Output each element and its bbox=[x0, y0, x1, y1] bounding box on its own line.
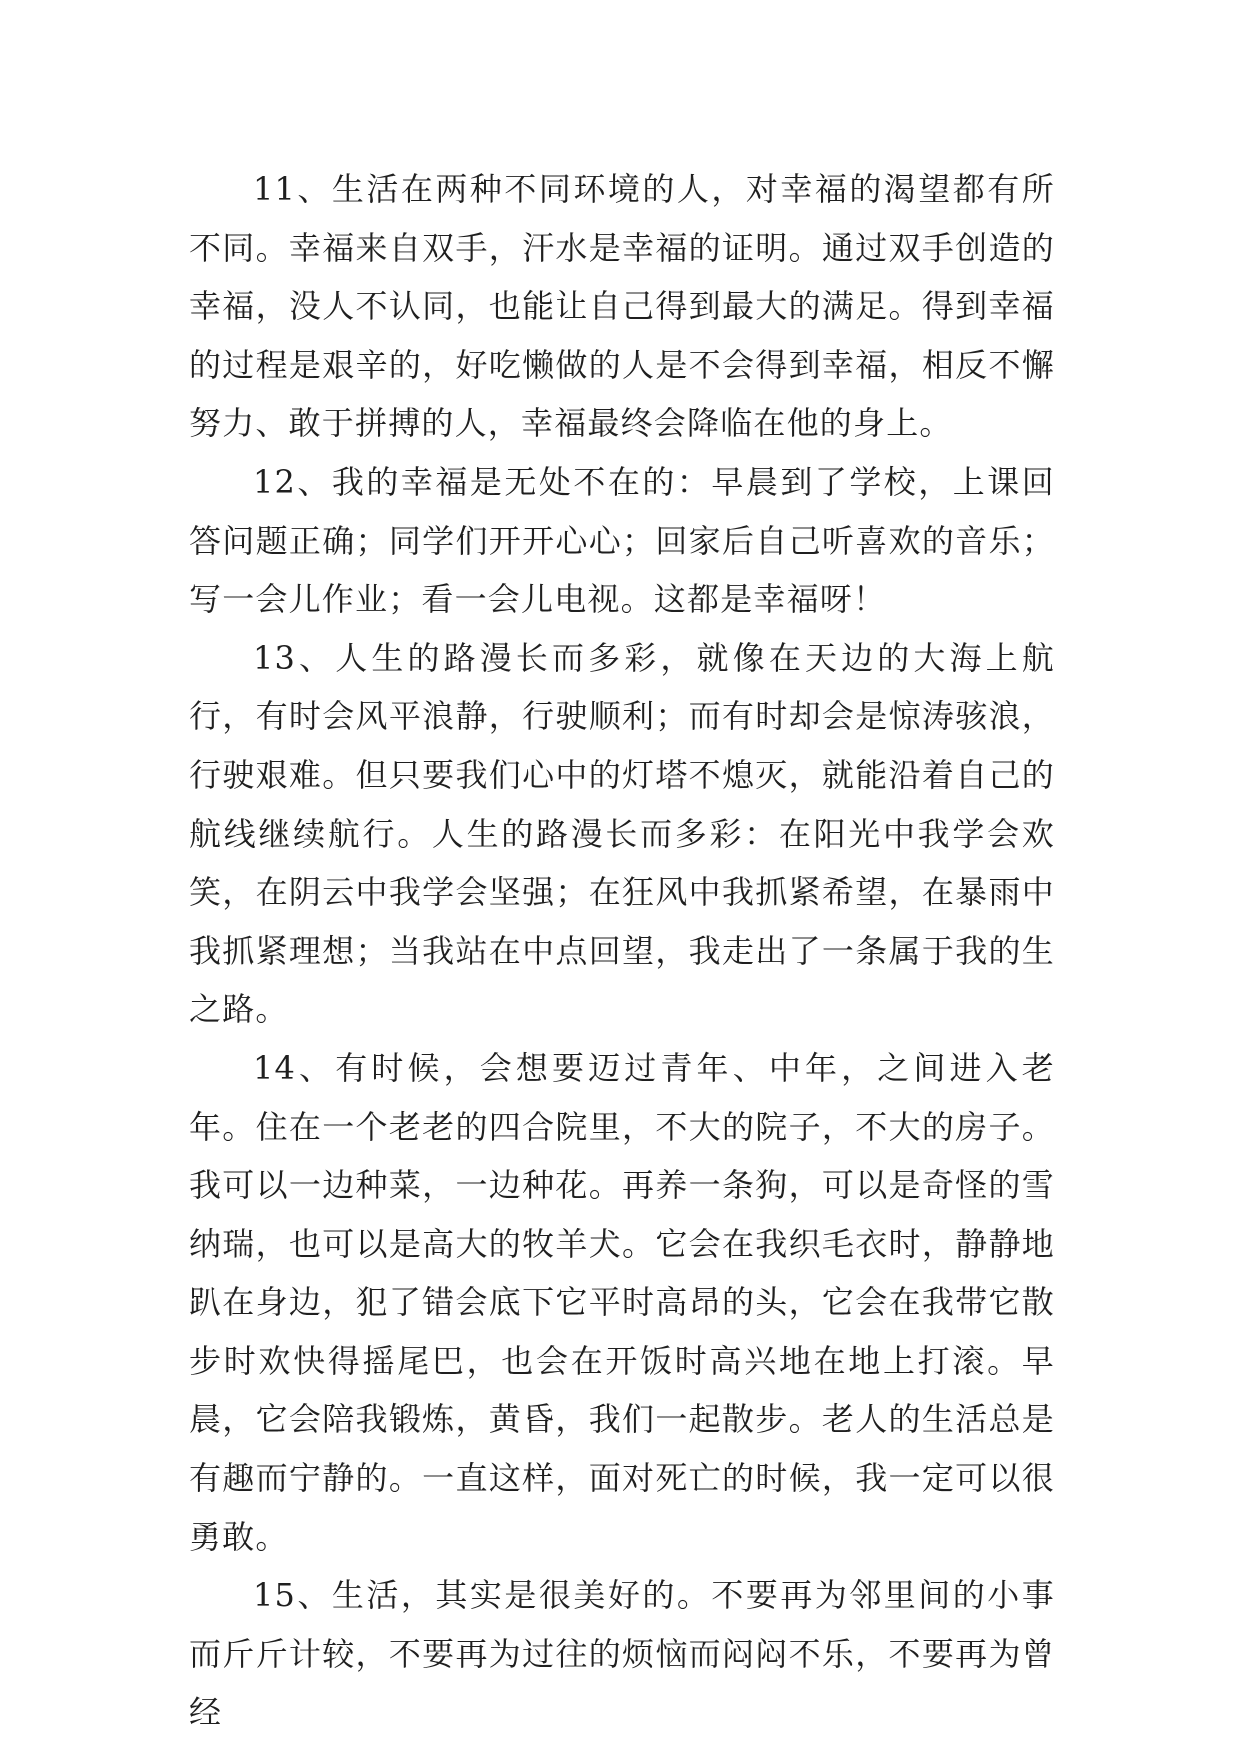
document-body bbox=[189, 160, 1055, 1742]
paragraph-11: 11、生活在两种不同环境的人，对幸福的渴望都有所不同。幸福来自双手，汗水是幸福的证明。通过双手创造的幸福，没人不认同，也能让自己得到最大的满足。得到幸福的过程是艰辛的，好吃懒做的人是不会得到幸福，相反不懈努力、敢于拼搏的人，幸福最终会降临在他的身上。 bbox=[189, 170, 1055, 443]
paragraph-15: 15、生活，其实是很美好的。不要再为邻里间的小事而斤斤计较，不要再为过往的烦恼而闷闷不乐，不要再为曾经 bbox=[189, 1576, 1055, 1732]
paragraph-13: 13、人生的路漫长而多彩，就像在天边的大海上航行，有时会风平浪静，行驶顺利；而有时却会是惊涛骇浪，行驶艰难。但只要我们心中的灯塔不熄灭，就能沿着自己的航线继续航行。人生的路漫长而多彩：在阳光中我学会欢笑，在阴云中我学会坚强；在狂风中我抓紧希望，在暴雨中我抓紧理想；当我站在中点回望，我走出了一条属于我的生之路。 bbox=[189, 638, 1055, 1029]
paragraph-14: 14、有时候，会想要迈过青年、中年，之间进入老年。住在一个老老的四合院里，不大的院子，不大的房子。我可以一边种菜，一边种花。再养一条狗，可以是奇怪的雪纳瑞，也可以是高大的牧羊犬。它会在我织毛衣时，静静地趴在身边，犯了错会底下它平时高昂的头，它会在我带它散步时欢快得摇尾巴，也会在开饭时高兴地在地上打滚。早晨，它会陪我锻炼，黄昏，我们一起散步。老人的生活总是有趣而宁静的。一直这样，面对死亡的时候，我一定可以很勇敢。 bbox=[189, 1048, 1055, 1556]
paragraph-12: 12、我的幸福是无处不在的：早晨到了学校，上课回答问题正确；同学们开开心心；回家后自己听喜欢的音乐；写一会儿作业；看一会儿电视。这都是幸福呀！ bbox=[189, 462, 1055, 619]
